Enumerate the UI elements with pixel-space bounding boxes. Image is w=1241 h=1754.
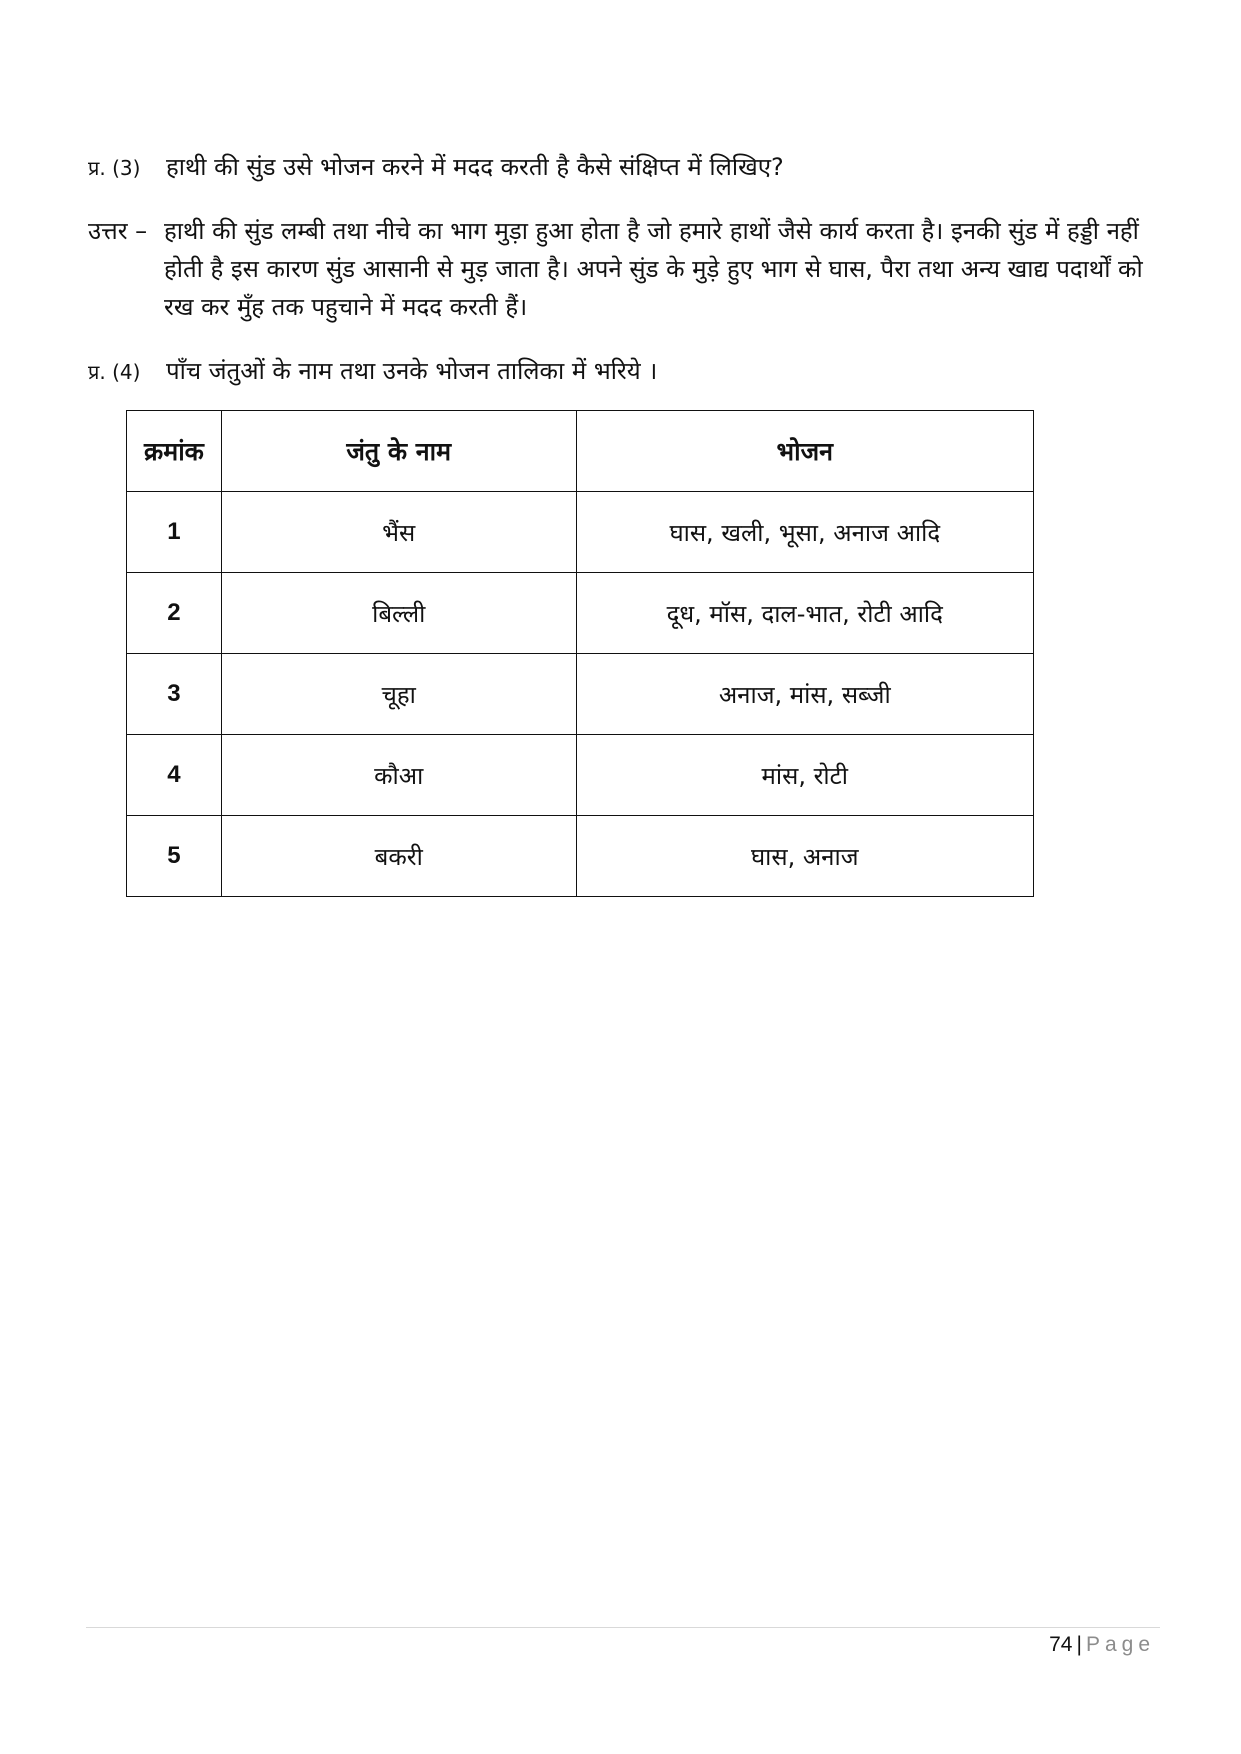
question-3 xyxy=(88,148,784,187)
answer-3 xyxy=(88,212,1168,326)
question-4 xyxy=(88,352,657,391)
animal-cell: चूहा xyxy=(221,654,576,735)
header-food: भोजन xyxy=(576,411,1033,492)
page-number: 74 xyxy=(1049,1633,1073,1656)
table-row xyxy=(127,735,1034,816)
serial-cell: 4 xyxy=(127,735,222,816)
question-3-number: प्र. (3) xyxy=(88,156,141,180)
page-footer xyxy=(1049,1628,1155,1662)
food-cell: दूध, मॉस, दाल-भात, रोटी आदि xyxy=(576,573,1033,654)
page-separator: | xyxy=(1076,1633,1082,1656)
header-animal-name: जंतु के नाम xyxy=(221,411,576,492)
serial-cell: 2 xyxy=(127,573,222,654)
table-header-row xyxy=(127,411,1034,492)
answer-text: हाथी की सुंड लम्बी तथा नीचे का भाग मुड़ा हुआ होता है जो हमारे हाथों जैसे कार्य करता है। इनकी सुंड में हड्डी नहीं होती है इस कारण सुंड आसानी से मुड़ जाता है। अपने सुंड के मुड़े हुए भाग से घास, पैरा तथा अन्य खाद्य पदार्थों को रख कर मुँह तक पहुचाने में मदद करती हैं। xyxy=(164,217,1143,321)
animal-cell: बिल्ली xyxy=(221,573,576,654)
food-cell: अनाज, मांस, सब्जी xyxy=(576,654,1033,735)
animal-cell: भैंस xyxy=(221,492,576,573)
question-4-text: पाँच जंतुओं के नाम तथा उनके भोजन तालिका में भरिये । xyxy=(166,357,658,385)
table-row xyxy=(127,816,1034,897)
answer-label: उत्तर – xyxy=(88,217,148,245)
food-cell: घास, अनाज xyxy=(576,816,1033,897)
header-serial: क्रमांक xyxy=(127,411,222,492)
serial-cell: 3 xyxy=(127,654,222,735)
question-4-number: प्र. (4) xyxy=(88,360,141,384)
animal-cell: बकरी xyxy=(221,816,576,897)
page-label: Page xyxy=(1085,1633,1155,1656)
serial-cell: 1 xyxy=(127,492,222,573)
table-row xyxy=(127,573,1034,654)
footer-divider xyxy=(86,1627,1160,1628)
serial-cell: 5 xyxy=(127,816,222,897)
table-row xyxy=(127,492,1034,573)
animal-food-table xyxy=(126,410,1034,897)
animal-cell: कौआ xyxy=(221,735,576,816)
question-3-text: हाथी की सुंड उसे भोजन करने में मदद करती है कैसे संक्षिप्त में लिखिए? xyxy=(166,153,784,181)
food-cell: मांस, रोटी xyxy=(576,735,1033,816)
table-row xyxy=(127,654,1034,735)
food-cell: घास, खली, भूसा, अनाज आदि xyxy=(576,492,1033,573)
